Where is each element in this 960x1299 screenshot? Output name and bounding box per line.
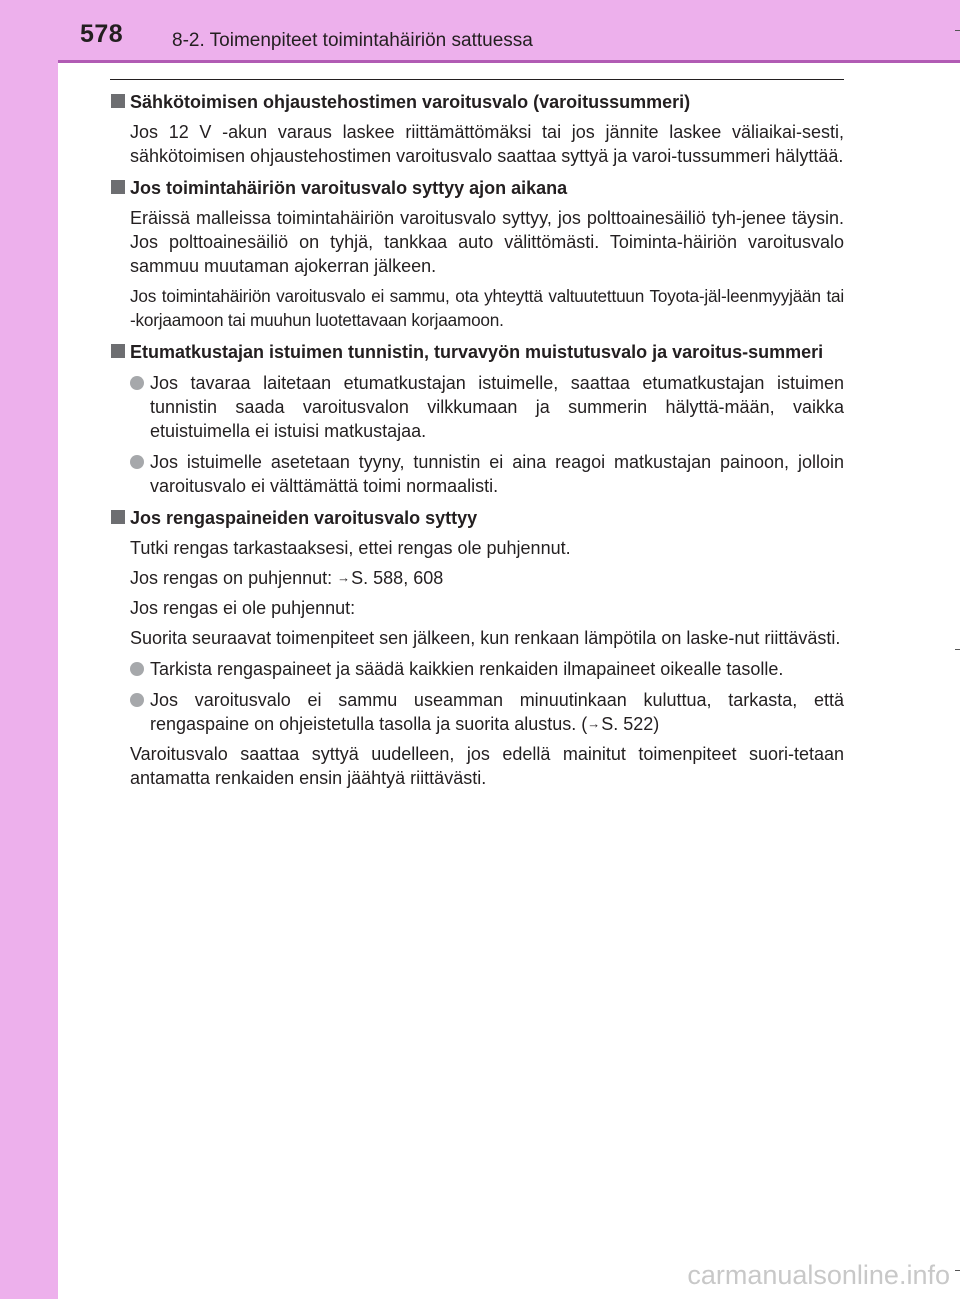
chapter-color-tab <box>0 0 58 1299</box>
section-heading: Sähkötoimisen ohjaustehostimen varoitusvalo (varoitussummeri) <box>130 92 691 112</box>
paragraph-text: Jos rengas on puhjennut: <box>130 568 338 588</box>
paragraph: Tutki rengas tarkastaaksesi, ettei rengas ole puhjennut. <box>130 538 571 558</box>
page-reference-link[interactable]: S. 522) <box>601 714 660 734</box>
bullet-item <box>130 688 844 736</box>
round-bullet-icon <box>130 693 144 707</box>
square-bullet-icon <box>111 94 125 108</box>
square-bullet-icon <box>111 344 125 358</box>
round-bullet-icon <box>130 662 144 676</box>
arrow-icon: → <box>337 570 351 585</box>
section-rule <box>110 79 844 80</box>
bullet-item <box>130 657 844 681</box>
chapter-title: 8-2. Toimenpiteet toimintahäiriön sattuessa <box>172 30 533 51</box>
crop-mark <box>955 30 960 31</box>
crop-mark <box>955 649 960 650</box>
page-number: 578 <box>80 20 124 48</box>
section-seat-sensor <box>110 340 844 498</box>
crop-mark <box>955 1270 960 1271</box>
round-bullet-icon <box>130 455 144 469</box>
paragraph: Jos 12 V -akun varaus laskee riittämättömäksi tai jos jännite laskee väliaikai-sesti, sähkötoimisen ohjaustehostimen varoitusvalo saattaa syttyä ja varoi-tussummeri hälyttää. <box>130 122 844 166</box>
section-tire-pressure <box>110 506 844 790</box>
watermark: carmanualsonline.info <box>687 1260 950 1290</box>
paragraph: Varoitusvalo saattaa syttyä uudelleen, jos edellä mainitut toimenpiteet suori-tetaan antamatta renkaiden ensin jäähtyä riittävästi. <box>130 744 844 788</box>
section-power-steering <box>110 90 844 168</box>
bullet-text: Jos tavaraa laitetaan etumatkustajan istuimelle, saattaa etumatkustajan istuimen tunnistin saada varoitusvalon vilkkumaan ja summerin hälyttä-mään, vaikka etuistuimella ei istuisi matkustajaa. <box>150 373 844 441</box>
paragraph: Jos toimintahäiriön varoitusvalo ei sammu, ota yhteyttä valtuutettuun Toyota-jäl-leenmyyjään tai -korjaamoon tai muuhun luotettavaan korjaamoon. <box>130 286 844 330</box>
square-bullet-icon <box>111 180 125 194</box>
paragraph: Suorita seuraavat toimenpiteet sen jälkeen, kun renkaan lämpötila on laske-nut riittävästi. <box>130 628 841 648</box>
section-heading: Etumatkustajan istuimen tunnistin, turvavyön muistutusvalo ja varoitus-summeri <box>130 342 824 362</box>
paragraph: Jos rengas ei ole puhjennut: <box>130 598 356 618</box>
square-bullet-icon <box>111 510 125 524</box>
bullet-text: Jos varoitusvalo ei sammu useamman minuutinkaan kuluttua, tarkasta, että rengaspaine on ohjeistetulla tasolla ja suorita alustus. ( <box>150 690 844 734</box>
section-heading: Jos toimintahäiriön varoitusvalo syttyy ajon aikana <box>130 178 568 198</box>
bullet-item <box>130 371 844 443</box>
bullet-text: Jos istuimelle asetetaan tyyny, tunnistin ei aina reagoi matkustajan painoon, jolloin varoitusvalo ei välttämättä toimi normaalisti. <box>150 452 844 496</box>
page-reference-link[interactable]: S. 588, 608 <box>351 568 444 588</box>
round-bullet-icon <box>130 376 144 390</box>
section-heading: Jos rengaspaineiden varoitusvalo syttyy <box>130 508 478 528</box>
arrow-icon: → <box>587 716 601 731</box>
bullet-text: Tarkista rengaspaineet ja säädä kaikkien renkaiden ilmapaineet oikealle tasolle. <box>150 659 784 679</box>
page-content <box>110 90 844 798</box>
paragraph: Eräissä malleissa toimintahäiriön varoitusvalo syttyy, jos polttoainesäiliö tyh-jenee täysin. Jos polttoainesäiliö on tyhjä, tankkaa auto välittömästi. Toiminta-häiriön varoitusvalo sammuu muutaman ajokerran jälkeen. <box>130 208 844 276</box>
bullet-item <box>130 450 844 498</box>
header-divider <box>58 60 960 63</box>
section-malfunction-light <box>110 176 844 332</box>
paragraph <box>130 566 844 590</box>
